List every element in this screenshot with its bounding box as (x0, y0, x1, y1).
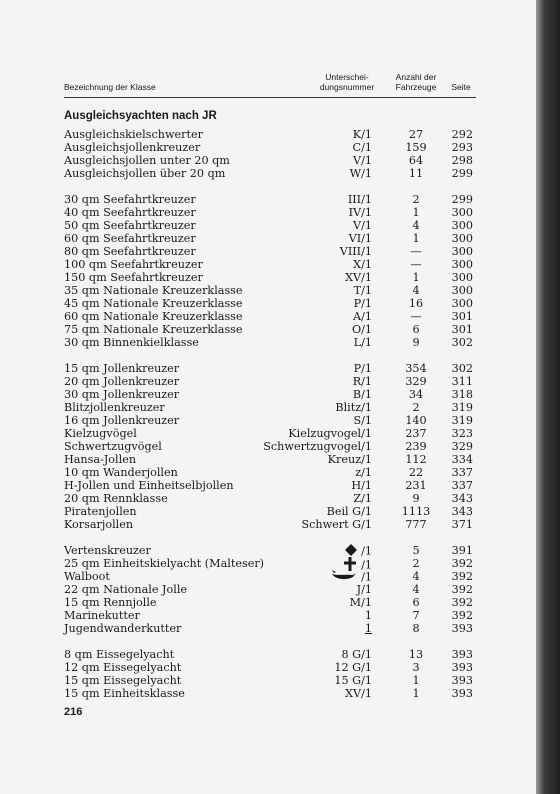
class-code (353, 258, 372, 271)
vessel-count: 11 (408, 167, 424, 180)
vessel-count: 777 (405, 518, 427, 531)
class-code-text: VIII/1 (339, 245, 372, 258)
page-reference: 301 (451, 323, 473, 336)
class-code-text: H/1 (351, 479, 372, 492)
table-row (0, 492, 536, 505)
class-name: 20 qm Jollenkreuzer (64, 375, 180, 388)
page-reference: 323 (451, 427, 473, 440)
class-name: Walboot (64, 570, 110, 583)
page-reference: 392 (451, 557, 473, 570)
class-code-text: K/1 (352, 128, 372, 141)
class-code (357, 583, 372, 596)
table-row (0, 479, 536, 492)
page-reference: 300 (451, 245, 473, 258)
page-reference: 318 (451, 388, 473, 401)
page-reference: 393 (451, 622, 473, 635)
class-code (353, 141, 372, 154)
class-name: Hansa-Jollen (64, 453, 137, 466)
class-code (353, 219, 372, 232)
class-code-text: 1 (364, 609, 372, 622)
class-code-text: 1 (364, 622, 372, 635)
column-header-code-line2: dungsnummer (319, 82, 375, 92)
page-reference: 292 (451, 128, 473, 141)
table-row (0, 219, 536, 232)
class-name: 30 qm Jollenkreuzer (64, 388, 180, 401)
vessel-count: 9 (412, 336, 420, 349)
table-row (0, 297, 536, 310)
vessel-count: 1 (412, 674, 420, 687)
class-code-text: X/1 (353, 258, 372, 271)
table-row (0, 427, 536, 440)
class-name: 12 qm Eissegelyacht (64, 661, 182, 674)
class-code-text: III/1 (347, 193, 372, 206)
table-row (0, 154, 536, 167)
vessel-count: 16 (408, 297, 424, 310)
page-reference: 392 (451, 596, 473, 609)
class-code (345, 271, 372, 284)
class-name: Schwertzugvögel (64, 440, 162, 453)
class-code-text: Beil G/1 (326, 505, 372, 518)
class-name: H-Jollen und Einheitselbjollen (64, 479, 234, 492)
table-row (0, 362, 536, 375)
page-reference: 319 (451, 401, 473, 414)
class-code (354, 297, 372, 310)
class-name: 22 qm Nationale Jolle (64, 583, 188, 596)
class-name: 40 qm Seefahrtkreuzer (64, 206, 196, 219)
class-name: Vertenskreuzer (64, 544, 151, 557)
class-code-text: R/1 (352, 375, 372, 388)
class-code-text: /1 (361, 544, 372, 558)
table-row (0, 141, 536, 154)
class-code-text: V/1 (353, 219, 372, 232)
vessel-count: 64 (408, 154, 424, 167)
table-row (0, 206, 536, 219)
class-code-text: Schwert G/1 (301, 518, 372, 531)
class-code (350, 596, 372, 609)
page-reference: 391 (451, 544, 473, 557)
class-code-text: V/1 (353, 154, 372, 167)
class-code (342, 648, 373, 661)
table-row (0, 661, 536, 674)
table-row (0, 557, 536, 570)
class-name: 8 qm Eissegelyacht (64, 648, 175, 661)
class-code (263, 440, 372, 453)
class-name: 100 qm Seefahrtkreuzer (64, 258, 203, 271)
page-reference: 300 (451, 297, 473, 310)
column-header-code-line1: Unterschei- (325, 72, 369, 82)
class-code (352, 323, 372, 336)
page-reference: 300 (451, 232, 473, 245)
table-row (0, 323, 536, 336)
class-code-text: T/1 (353, 284, 372, 297)
class-name: 35 qm Nationale Kreuzerklasse (64, 284, 243, 297)
column-header-code (312, 72, 382, 92)
vessel-count: 1 (412, 687, 420, 700)
class-name: Marinekutter (64, 609, 140, 622)
column-header-name: Bezeichnung der Klasse (64, 82, 156, 92)
class-name: 25 qm Einheitskielyacht (Malteser) (64, 557, 265, 570)
page-reference: 299 (451, 167, 473, 180)
table-row (0, 570, 536, 583)
class-name: Ausgleichsjollen über 20 qm (64, 167, 226, 180)
vessel-count: 13 (408, 648, 424, 661)
page-reference: 343 (451, 505, 473, 518)
column-header-count-line1: Anzahl der (395, 72, 437, 82)
class-name: Korsarjollen (64, 518, 134, 531)
class-code (355, 466, 372, 479)
class-name: Ausgleichsjollenkreuzer (64, 141, 201, 154)
table-row (0, 609, 536, 622)
table-row (0, 193, 536, 206)
table-row (0, 245, 536, 258)
vessel-count: 1 (412, 232, 420, 245)
class-code (349, 232, 372, 245)
page-reference: 392 (451, 583, 473, 596)
column-header-count-line2: Fahrzeuge (395, 82, 437, 92)
class-code (353, 310, 372, 323)
table-row (0, 440, 536, 453)
class-code (288, 427, 372, 440)
table-row (0, 128, 536, 141)
class-name: 75 qm Nationale Kreuzerklasse (64, 323, 243, 336)
class-code-text: XV/1 (345, 687, 372, 700)
vessel-count: 4 (412, 583, 420, 596)
class-code (353, 492, 372, 505)
class-name: Kielzugvögel (64, 427, 137, 440)
class-code (354, 336, 372, 349)
class-code (354, 284, 372, 297)
class-name: 80 qm Seefahrtkreuzer (64, 245, 196, 258)
class-code-text: IV/1 (348, 206, 372, 219)
page-reference: 393 (451, 648, 473, 661)
class-code-text: P/1 (353, 297, 372, 310)
class-name: 50 qm Seefahrtkreuzer (64, 219, 196, 232)
class-code (327, 505, 372, 518)
class-name: Ausgleichskielschwerter (64, 128, 203, 141)
vessel-count: 4 (412, 284, 420, 297)
page-reference: 337 (451, 466, 473, 479)
class-code-text: J/1 (356, 583, 372, 596)
class-code (353, 388, 372, 401)
class-code-text: B/1 (352, 388, 372, 401)
class-code (334, 661, 372, 674)
page-reference: 392 (451, 570, 473, 583)
table-row (0, 648, 536, 661)
class-code-text: C/1 (352, 141, 372, 154)
class-code-text: 12 G/1 (334, 661, 372, 674)
class-name: Blitzjollenkreuzer (64, 401, 165, 414)
class-code (334, 674, 372, 687)
page-reference: 298 (451, 154, 473, 167)
page-reference: 302 (451, 362, 473, 375)
table-row (0, 401, 536, 414)
class-code (353, 414, 372, 427)
table-row (0, 414, 536, 427)
class-code (354, 362, 372, 375)
class-name: 15 qm Jollenkreuzer (64, 362, 180, 375)
class-code-text: S/1 (353, 414, 372, 427)
table-row (0, 388, 536, 401)
class-code-text: /1 (361, 570, 372, 584)
vessel-count: 9 (412, 492, 420, 505)
page-reference: 300 (451, 206, 473, 219)
column-header-count (386, 72, 446, 92)
class-code (345, 687, 372, 700)
page-reference: 337 (451, 479, 473, 492)
class-code (365, 609, 372, 622)
table-row (0, 518, 536, 531)
table-row (0, 466, 536, 479)
class-code-text: Schwertzugvogel/1 (263, 440, 372, 453)
class-code-text: VI/1 (348, 232, 372, 245)
vessel-count: 34 (408, 388, 424, 401)
class-code-text: 15 G/1 (334, 674, 372, 687)
section-title: Ausgleichsyachten nach JR (64, 110, 217, 122)
class-name: Piratenjollen (64, 505, 137, 518)
page-reference: 311 (451, 375, 473, 388)
class-name: Jugendwanderkutter (64, 622, 182, 635)
page-reference: 300 (451, 284, 473, 297)
vessel-count: 329 (405, 375, 427, 388)
table-row (0, 596, 536, 609)
class-code (301, 518, 372, 531)
page-reference: 300 (451, 271, 473, 284)
table-row (0, 258, 536, 271)
vessel-count: 159 (405, 141, 427, 154)
class-code-text: Kielzugvogel/1 (288, 427, 372, 440)
class-code-text: XV/1 (345, 271, 372, 284)
class-code (353, 128, 372, 141)
class-name: Ausgleichsjollen unter 20 qm (64, 154, 230, 167)
class-name: 30 qm Seefahrtkreuzer (64, 193, 196, 206)
page-reference: 302 (451, 336, 473, 349)
class-code (365, 622, 372, 635)
vessel-count: 239 (405, 440, 427, 453)
table-row (0, 232, 536, 245)
class-code (348, 193, 372, 206)
class-code-text: P/1 (353, 362, 372, 375)
class-code-text: 8 G/1 (341, 648, 372, 661)
table-row (0, 674, 536, 687)
class-code (353, 375, 372, 388)
table-row (0, 284, 536, 297)
class-code (351, 479, 372, 492)
vessel-count: 2 (412, 193, 420, 206)
page-reference: 319 (451, 414, 473, 427)
class-name: 60 qm Nationale Kreuzerklasse (64, 310, 243, 323)
vessel-count: 1113 (401, 505, 431, 518)
vessel-count: 5 (412, 544, 420, 557)
book-spine-shadow (536, 0, 560, 794)
vessel-count: 6 (412, 323, 420, 336)
class-name: 60 qm Seefahrtkreuzer (64, 232, 196, 245)
vessel-count: 1 (412, 271, 420, 284)
page-reference: 301 (451, 310, 473, 323)
class-code (349, 206, 372, 219)
vessel-count: 237 (405, 427, 427, 440)
class-code (335, 401, 372, 414)
vessel-count: 7 (412, 609, 420, 622)
page-reference: 299 (451, 193, 473, 206)
table-row (0, 622, 536, 635)
column-header-page: Seite (451, 82, 471, 92)
page-reference: 343 (451, 492, 473, 505)
class-code-text: O/1 (351, 323, 372, 336)
class-code-text: Kreuz/1 (327, 453, 372, 466)
class-name: 15 qm Einheitsklasse (64, 687, 185, 700)
table-row (0, 687, 536, 700)
table-row (0, 310, 536, 323)
vessel-count: 112 (405, 453, 427, 466)
page-reference: 393 (451, 687, 473, 700)
vessel-count: 22 (408, 466, 424, 479)
page-reference: 293 (451, 141, 473, 154)
class-code (353, 154, 372, 167)
class-name: 10 qm Wanderjollen (64, 466, 178, 479)
class-name: 15 qm Rennjolle (64, 596, 157, 609)
page-reference: 329 (451, 440, 473, 453)
class-code-text: z/1 (355, 466, 372, 479)
table-row (0, 583, 536, 596)
class-code-text: Z/1 (353, 492, 372, 505)
class-name: 45 qm Nationale Kreuzerklasse (64, 297, 243, 310)
page-reference: 392 (451, 609, 473, 622)
class-code (350, 167, 372, 180)
page-reference: 334 (451, 453, 473, 466)
page-reference: 393 (451, 661, 473, 674)
page-reference: 393 (451, 674, 473, 687)
vessel-count: — (410, 245, 422, 258)
vessel-count: — (410, 258, 422, 271)
class-code-text: /1 (361, 558, 372, 572)
class-code-text: A/1 (353, 310, 372, 323)
table-row (0, 544, 536, 557)
page-number: 216 (64, 706, 83, 718)
vessel-count: 4 (412, 570, 420, 583)
vessel-count: 27 (408, 128, 424, 141)
vessel-count: 8 (412, 622, 420, 635)
table-row (0, 167, 536, 180)
vessel-count: 231 (405, 479, 427, 492)
page-reference: 300 (451, 258, 473, 271)
header-divider (64, 97, 476, 98)
class-code (328, 453, 372, 466)
class-name: 15 qm Eissegelyacht (64, 674, 182, 687)
vessel-count: 2 (412, 557, 420, 570)
page-reference: 300 (451, 219, 473, 232)
vessel-count: 1 (412, 206, 420, 219)
class-name: 150 qm Seefahrtkreuzer (64, 271, 203, 284)
table-row (0, 375, 536, 388)
vessel-count: — (410, 310, 422, 323)
class-name: 20 qm Rennklasse (64, 492, 168, 505)
class-name: 16 qm Jollenkreuzer (64, 414, 180, 427)
page-reference: 371 (451, 518, 473, 531)
class-code-text: L/1 (353, 336, 372, 349)
vessel-count: 6 (412, 596, 420, 609)
table-row (0, 271, 536, 284)
class-code-text: W/1 (349, 167, 372, 180)
class-code-text: M/1 (349, 596, 372, 609)
vessel-count: 4 (412, 219, 420, 232)
table-row (0, 505, 536, 518)
class-code (340, 245, 372, 258)
table-row (0, 453, 536, 466)
vessel-count: 3 (412, 661, 420, 674)
vessel-count: 354 (405, 362, 427, 375)
vessel-count: 2 (412, 401, 420, 414)
class-name: 30 qm Binnenkielklasse (64, 336, 199, 349)
vessel-count: 140 (405, 414, 427, 427)
table-row (0, 336, 536, 349)
class-code-text: Blitz/1 (335, 401, 372, 414)
